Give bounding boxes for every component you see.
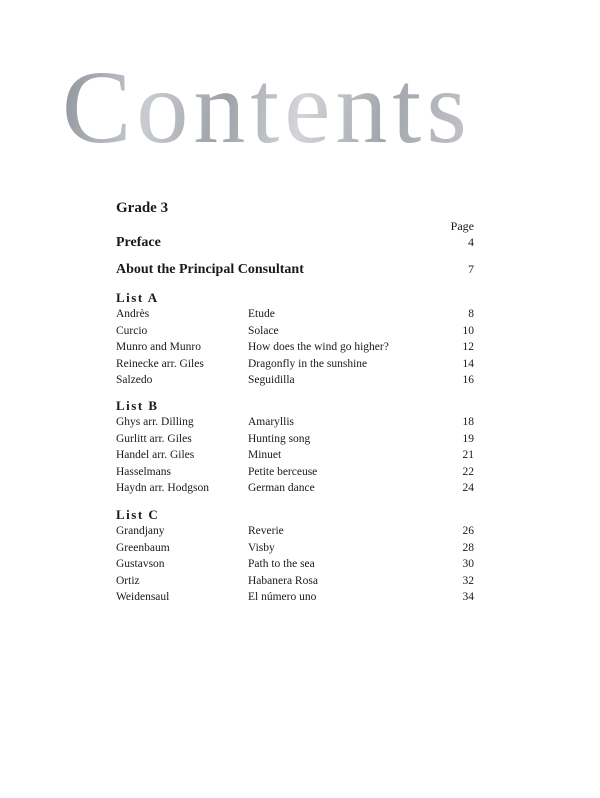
toc-entry[interactable]: [116, 573, 474, 590]
list-b-section: [116, 397, 474, 497]
piece-title: Hunting song: [248, 432, 311, 445]
composer-name: Handel arr. Giles: [116, 449, 195, 461]
toc-entry[interactable]: [116, 372, 474, 389]
toc-entry[interactable]: [116, 339, 474, 356]
page-number: 28: [462, 541, 474, 554]
toc-entry[interactable]: [116, 589, 474, 606]
toc-entry[interactable]: [116, 540, 474, 557]
piece-title: Path to the sea: [248, 558, 315, 570]
composer-name: Munro and Munro: [116, 341, 201, 353]
toc-entry[interactable]: [116, 431, 474, 448]
list-c-section: [116, 506, 474, 606]
composer-name: Haydn arr. Hodgson: [116, 482, 209, 494]
toc-entry[interactable]: [116, 323, 474, 340]
toc-entry[interactable]: [116, 556, 474, 573]
page-number: 18: [462, 416, 474, 428]
list-a-title: List A: [116, 290, 159, 305]
page-number: 12: [462, 341, 474, 353]
piece-title: German dance: [248, 482, 315, 494]
list-b-title: List B: [116, 398, 159, 413]
composer-name: Gustavson: [116, 558, 165, 570]
piece-title: Amaryllis: [248, 416, 294, 428]
toc-entry[interactable]: [116, 414, 474, 431]
piece-title: Etude: [248, 308, 275, 320]
preface-row[interactable]: [116, 235, 474, 251]
page-number: 30: [462, 558, 474, 570]
piece-title: Habanera Rosa: [248, 574, 318, 587]
page-number: 32: [462, 574, 474, 587]
composer-name: Ortiz: [116, 574, 140, 587]
page-number: 21: [462, 449, 474, 461]
composer-name: Curcio: [116, 324, 148, 337]
page-number: 8: [468, 308, 474, 320]
toc-entry[interactable]: [116, 356, 474, 373]
page-number: 19: [462, 432, 474, 445]
preface-page: 4: [468, 235, 474, 249]
piece-title: Dragonfly in the sunshine: [248, 357, 368, 370]
piece-title: How does the wind go higher?: [248, 341, 389, 353]
piece-title: El número uno: [248, 591, 317, 603]
page-number: 24: [462, 482, 474, 494]
about-consultant-page: 7: [468, 262, 474, 276]
page-heading: Contents: [62, 50, 472, 165]
about-consultant-label: About the Principal Consultant: [116, 262, 304, 277]
grade-title: Grade 3: [116, 200, 169, 216]
toc-entry[interactable]: [116, 306, 474, 323]
list-c-title: List C: [116, 507, 160, 522]
page-column-header: Page: [450, 219, 474, 233]
composer-name: Grandjany: [116, 525, 165, 537]
page-number: 10: [462, 324, 474, 337]
page-number: 26: [462, 525, 474, 537]
composer-name: Weidensaul: [116, 591, 170, 603]
composer-name: Reinecke arr. Giles: [116, 357, 204, 370]
list-a-section: [116, 289, 474, 389]
piece-title: Visby: [248, 541, 275, 554]
toc-entry[interactable]: [116, 464, 474, 481]
piece-title: Petite berceuse: [248, 465, 318, 478]
piece-title: Seguidilla: [248, 374, 295, 386]
piece-title: Solace: [248, 324, 279, 337]
page-number: 16: [462, 374, 474, 386]
composer-name: Gurlitt arr. Giles: [116, 432, 192, 445]
about-consultant-row[interactable]: [116, 262, 474, 278]
composer-name: Greenbaum: [116, 541, 170, 554]
toc-entry[interactable]: [116, 447, 474, 464]
composer-name: Andrès: [116, 308, 150, 320]
page-number: 14: [462, 357, 474, 370]
piece-title: Minuet: [248, 449, 282, 461]
page-number: 34: [462, 591, 474, 603]
piece-title: Reverie: [248, 525, 284, 537]
composer-name: Hasselmans: [116, 465, 171, 478]
toc-entry[interactable]: [116, 523, 474, 540]
page-number: 22: [462, 465, 474, 478]
preface-label: Preface: [116, 235, 161, 250]
composer-name: Ghys arr. Dilling: [116, 416, 194, 428]
composer-name: Salzedo: [116, 374, 153, 386]
toc-entry[interactable]: [116, 480, 474, 497]
